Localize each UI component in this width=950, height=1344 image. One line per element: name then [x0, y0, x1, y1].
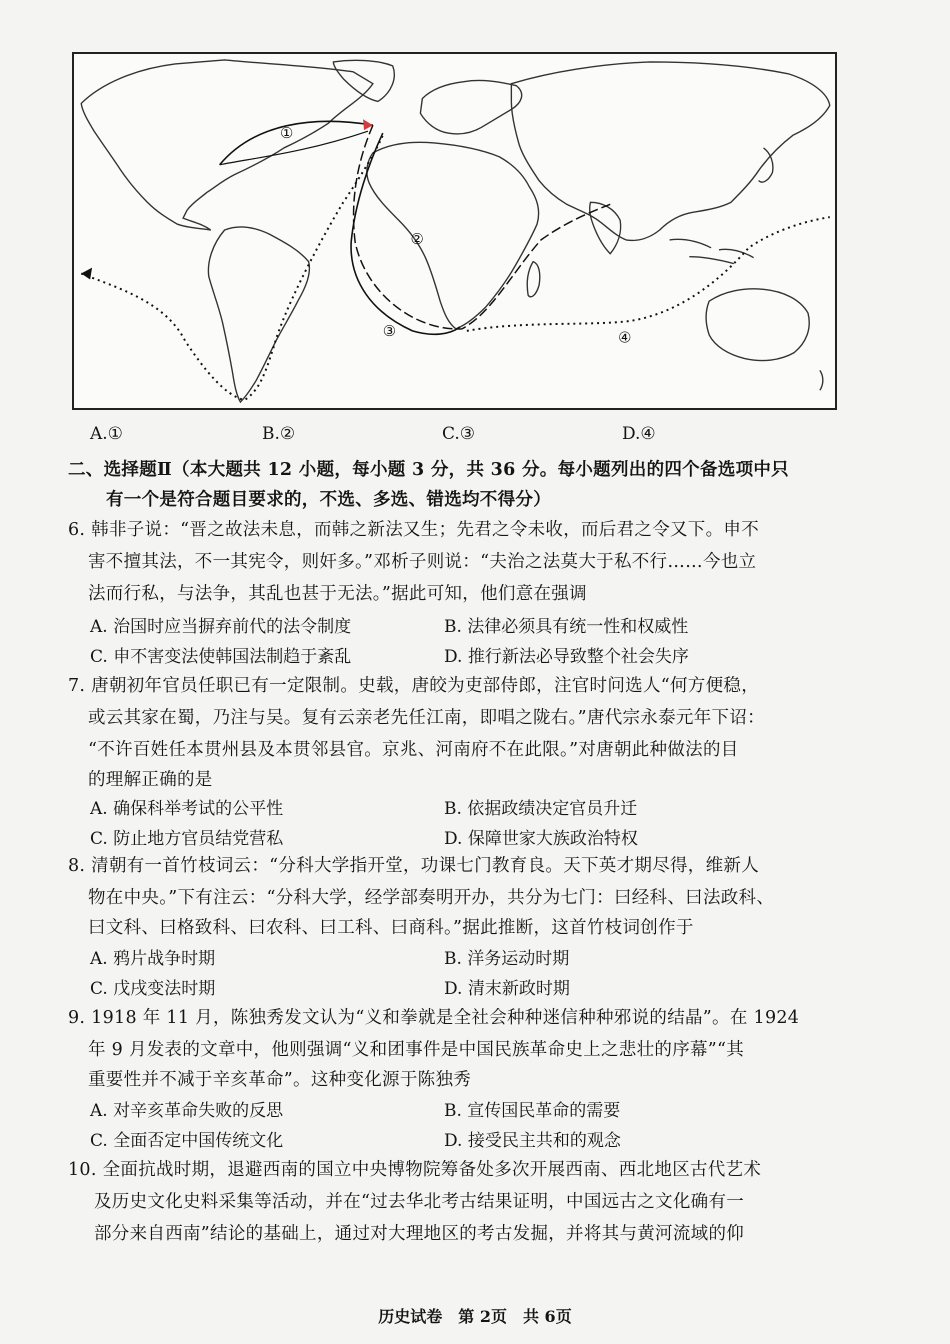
- q5-option-b[interactable]: B.②: [262, 424, 296, 444]
- route-label-4: ④: [618, 329, 632, 347]
- asia-outline: [511, 62, 829, 240]
- route-4-line: [81, 135, 830, 400]
- q8-stem-line1: 8. 清朝有一首竹枝词云：“分科大学指开堂，功课七门教育良。天下英才期尽得，维新人: [68, 856, 760, 876]
- q7-option-a[interactable]: A. 确保科举考试的公平性: [90, 799, 284, 819]
- route-label-2: ②: [410, 230, 424, 248]
- q6-stem-line3: 法而行私，与法争，其乱也甚于无法。”据此可知，他们意在强调: [88, 584, 587, 604]
- q8-option-c[interactable]: C. 戊戌变法时期: [90, 979, 216, 999]
- greenland-outline: [333, 60, 394, 101]
- japan-outline: [759, 148, 773, 182]
- q6-option-a[interactable]: A. 治国时应当摒弃前代的法令制度: [90, 617, 352, 637]
- south-america-outline: [208, 227, 309, 402]
- q8-option-a[interactable]: A. 鸦片战争时期: [90, 949, 216, 969]
- continent-outlines: [81, 60, 830, 402]
- section-heading-line1: 二、选择题Ⅱ（本大题共 12 小题，每小题 3 分，共 36 分。每小题列出的四个备选项中只: [68, 460, 789, 480]
- q7-option-c[interactable]: C. 防止地方官员结党营私: [90, 829, 284, 849]
- q9-stem-line1: 9. 1918 年 11 月，陈独秀发文认为“义和拳就是全社会种种迷信种种邪说的结晶”。在 1924: [68, 1008, 800, 1028]
- q9-option-b[interactable]: B. 宣传国民革命的需要: [444, 1101, 621, 1121]
- q10-stem-line2: 及历史文化史料采集等活动，并在“过去华北考古结果证明，中国远古之文化确有一: [94, 1192, 745, 1212]
- route-1-line: [220, 121, 373, 164]
- q6-option-d[interactable]: D. 推行新法必导致整个社会失序: [444, 647, 689, 667]
- q9-option-c[interactable]: C. 全面否定中国传统文化: [90, 1131, 284, 1151]
- q7-stem-line3: “不许百姓任本贯州县及本贯邻县官。京兆、河南府不在此限。”对唐朝此种做法的目: [88, 740, 739, 760]
- madagascar-outline: [527, 262, 540, 297]
- q5-option-c[interactable]: C.③: [442, 424, 476, 444]
- indonesia-islands-outline: [670, 239, 754, 263]
- q9-option-a[interactable]: A. 对辛亥革命失败的反思: [90, 1101, 284, 1121]
- q9-stem-line3: 重要性并不减于辛亥革命”。这种变化源于陈独秀: [88, 1070, 472, 1090]
- q8-option-d[interactable]: D. 清末新政时期: [444, 979, 570, 999]
- q6-option-c[interactable]: C. 申不害变法使韩国法制趋于紊乱: [90, 647, 352, 667]
- q7-stem-line2: 或云其家在蜀，乃注与吴。复有云亲老先任江南，即唱之陇右。”唐代宗永泰元年下诏：: [88, 708, 765, 728]
- q9-stem-line2: 年 9 月发表的文章中，他则强调“义和团事件是中国民族革命史上之悲壮的序幕”“其: [88, 1040, 745, 1060]
- q10-stem-line1: 10. 全面抗战时期，退避西南的国立中央博物院筹备处多次开展西南、西北地区古代艺术: [68, 1160, 762, 1180]
- q7-option-b[interactable]: B. 依据政绩决定官员升迁: [444, 799, 638, 819]
- world-map-figure: [72, 52, 837, 410]
- q8-stem-line2: 物在中央。”下有注云：“分科大学，经学部奏明开办，共分为七门：曰经科、曰法政科、: [88, 888, 775, 908]
- route-label-1: ①: [279, 125, 294, 143]
- australia-outline: [706, 289, 809, 361]
- route-2-line: [354, 125, 611, 329]
- q6-stem-line1: 6. 韩非子说：“晋之故法未息，而韩之新法又生；先君之令未收，而后君之令又下。申不: [68, 520, 760, 540]
- q7-stem-line1: 7. 唐朝初年官员任职已有一定限制。史载，唐皎为吏部侍郎，注官时问选人“何方便稳，: [68, 676, 760, 696]
- q6-option-b[interactable]: B. 法律必须具有统一性和权威性: [444, 617, 689, 637]
- q9-option-d[interactable]: D. 接受民主共和的观念: [444, 1131, 621, 1151]
- q7-stem-line4: 的理解正确的是: [88, 770, 213, 790]
- q10-stem-line3: 部分来自西南”结论的基础上，通过对大理地区的考古发掘，并将其与黄河流域的仰: [94, 1224, 745, 1244]
- europe-outline: [420, 80, 521, 133]
- route-1-return: [220, 131, 368, 165]
- q8-stem-line3: 曰文科、曰格致科、曰农科、曰工科、曰商科。”据此推断，这首竹枝词创作于: [88, 918, 694, 938]
- africa-outline: [367, 142, 539, 329]
- route-4-arrowhead: [81, 268, 92, 280]
- north-america-outline: [81, 60, 373, 230]
- q6-stem-line2: 害不擅其法，不一其宪令，则奸多。”邓析子则说：“夫治之法莫大于私不行……今也立: [88, 552, 757, 572]
- new-zealand-outline: [820, 370, 823, 390]
- section-heading-line2: 有一个是符合题目要求的，不选、多选、错选均不得分）: [106, 490, 551, 510]
- q5-option-a[interactable]: A.①: [90, 424, 123, 444]
- world-map-svg: [74, 54, 835, 408]
- q8-option-b[interactable]: B. 洋务运动时期: [444, 949, 570, 969]
- page-footer: 历史试卷 第 2页 共 6页: [378, 1307, 572, 1326]
- q7-option-d[interactable]: D. 保障世家大族政治特权: [444, 829, 638, 849]
- q5-option-d[interactable]: D.④: [622, 424, 656, 444]
- route-label-3: ③: [382, 322, 397, 340]
